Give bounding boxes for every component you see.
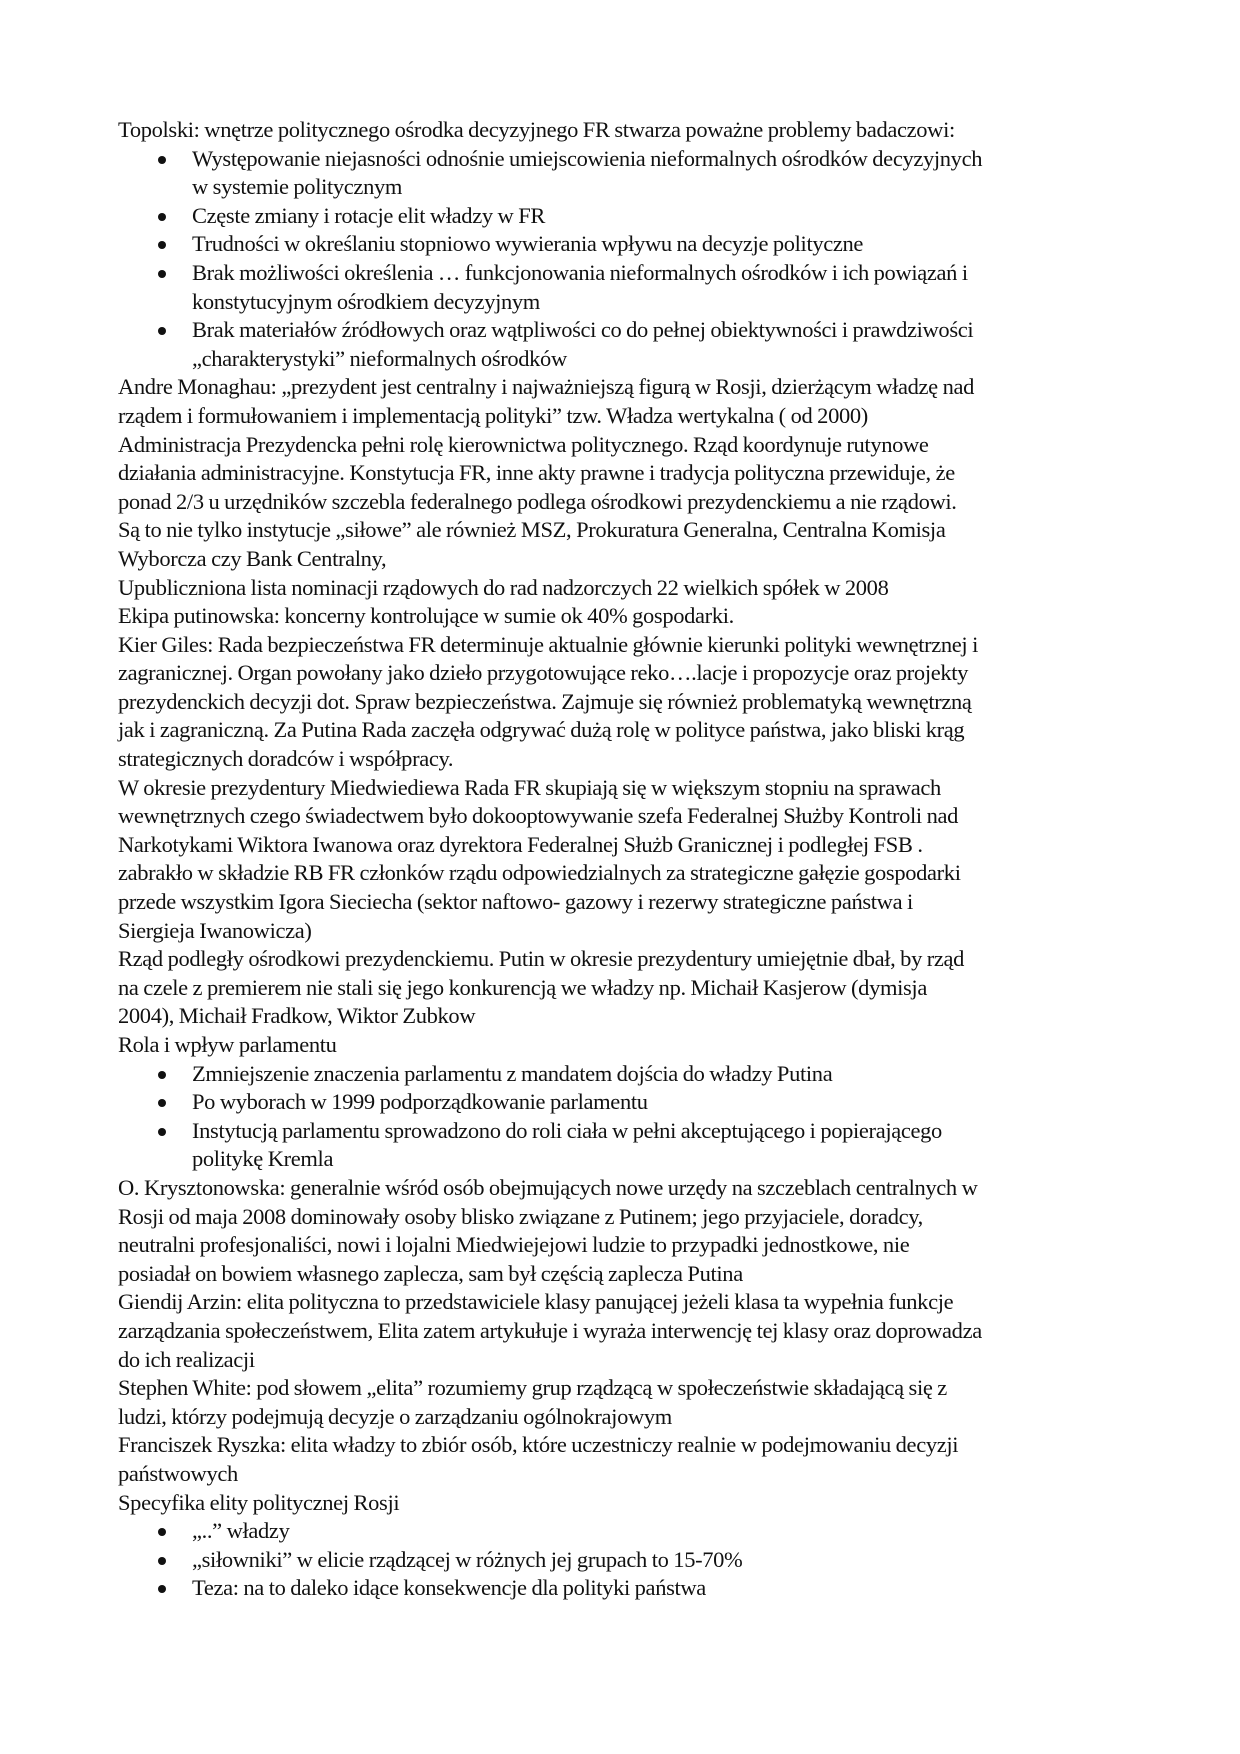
text-line: Trudności w określaniu stopniowo wywierania wpływu na decyzje polityczne <box>192 231 864 257</box>
text-line: politykę Kremla <box>192 1146 334 1172</box>
paragraph <box>118 631 1128 774</box>
text-line: Są to nie tylko instytucje „siłowe” ale również MSZ, Prokuratura Generalna, Centralna Komisja <box>118 517 946 543</box>
text-line: w systemie politycznym <box>192 174 403 200</box>
paragraph <box>118 1374 1128 1431</box>
text-line: Andre Monaghau: „prezydent jest centralny i najważniejszą figurą w Rosji, dzierżącym władzę nad <box>118 374 975 400</box>
text-line: neutralni profesjonaliści, nowi i lojalni Miedwiejejowi ludzie to przypadki jednostkowe, nie <box>118 1232 910 1258</box>
text-line: Topolski: wnętrze politycznego ośrodka decyzyjnego FR stwarza poważne problemy badaczowi: <box>118 117 955 142</box>
text-line: Ekipa putinowska: koncerny kontrolujące w sumie ok 40% gospodarki. <box>118 603 734 629</box>
text-line: ponad 2/3 u urzędników szczebla federalnego podlega ośrodkowi prezydenckiemu a nie rządowi. <box>118 488 957 514</box>
bullet-icon <box>158 213 166 221</box>
text-line: Administracja Prezydencka pełni rolę kierownictwa politycznego. Rząd koordynuje rutynowe <box>118 431 929 457</box>
bullet-icon <box>158 270 166 278</box>
text-line: Brak możliwości określenia … funkcjonowania nieformalnych ośrodków i ich powiązań i <box>192 259 968 285</box>
paragraph <box>118 945 1128 1031</box>
text-line: O. Krysztonowska: generalnie wśród osób obejmujących nowe urzędy na szczeblach centralnych w <box>118 1174 978 1200</box>
paragraph <box>118 1174 1128 1288</box>
bullet-item <box>118 259 1128 316</box>
text-line: Stephen White: pod słowem „elita” rozumiemy grup rządzącą w społeczeństwie składającą się z <box>118 1375 947 1401</box>
text-line: ludzi, którzy podejmują decyzje o zarządzaniu ogólnokrajowym <box>118 1403 672 1429</box>
text-line: zabrakło w składzie RB FR członków rządu odpowiedzialnych za strategiczne gałęzie gospodarki <box>118 860 961 886</box>
text-line: prezydenckich decyzji dot. Spraw bezpieczeństwa. Zajmuje się również problematyką wewnętrzną <box>118 688 972 714</box>
paragraph <box>118 602 1128 631</box>
text-line: Rola i wpływ parlamentu <box>118 1032 337 1057</box>
bullet-icon <box>158 1071 166 1079</box>
text-line: działania administracyjne. Konstytucja FR, inne akty prawne i tradycja polityczna przewiduje, że <box>118 460 955 486</box>
bullet-item <box>118 230 1128 259</box>
document-page <box>118 116 1128 1603</box>
text-line: Giendij Arzin: elita polityczna to przedstawiciele klasy panującej jeżeli klasa ta wypełnia funkcje <box>118 1289 954 1315</box>
bullet-icon <box>158 156 166 164</box>
text-line: do ich realizacji <box>118 1346 255 1372</box>
text-line: Franciszek Ryszka: elita władzy to zbiór osób, które uczestniczy realnie w podejmowaniu decyzji <box>118 1432 959 1458</box>
text-line: „charakterystyki” nieformalnych ośrodków <box>192 345 567 371</box>
paragraph <box>118 431 1128 574</box>
bullet-icon <box>158 1585 166 1593</box>
paragraph <box>118 116 1128 145</box>
text-line: Specyfika elity politycznej Rosji <box>118 1489 400 1515</box>
bullet-item <box>118 202 1128 231</box>
text-line: „..” władzy <box>192 1518 290 1544</box>
text-line: Upubliczniona lista nominacji rządowych do rad nadzorczych 22 wielkich spółek w 2008 <box>118 574 889 600</box>
text-line: wewnętrznych czego świadectwem było dokooptowywanie szefa Federalnej Służby Kontroli nad <box>118 803 959 829</box>
text-line: Częste zmiany i rotacje elit władzy w FR <box>192 202 546 228</box>
text-line: jak i zagraniczną. Za Putina Rada zaczęła odgrywać dużą rolę w polityce państwa, jako bliski krąg <box>118 717 965 743</box>
bullet-icon <box>158 241 166 249</box>
paragraph <box>118 1288 1128 1374</box>
paragraph <box>118 574 1128 603</box>
text-line: Po wyborach w 1999 podporządkowanie parlamentu <box>192 1089 648 1115</box>
text-line: rządem i formułowaniem i implementacją polityki” tzw. Władza wertykalna ( od 2000) <box>118 402 868 428</box>
text-line: Rosji od maja 2008 dominowały osoby blisko związane z Putinem; jego przyjaciele, doradcy, <box>118 1203 923 1229</box>
text-line: posiadał on bowiem własnego zaplecza, sam był częścią zaplecza Putina <box>118 1260 743 1286</box>
text-line: Instytucją parlamentu sprowadzono do roli ciała w pełni akceptującego i popierającego <box>192 1117 942 1143</box>
bullet-item <box>118 1546 1128 1575</box>
bullet-icon <box>158 1128 166 1136</box>
text-line: Rząd podległy ośrodkowi prezydenckiemu. Putin w okresie prezydentury umiejętnie dbał, by rząd <box>118 946 965 972</box>
text-line: W okresie prezydentury Miedwiediewa Rada FR skupiają się w większym stopniu na sprawach <box>118 774 941 800</box>
bullet-item <box>118 1517 1128 1546</box>
text-line: Siergieja Iwanowicza) <box>118 917 312 943</box>
paragraph <box>118 373 1128 430</box>
paragraph <box>118 774 1128 946</box>
paragraph <box>118 1431 1128 1488</box>
text-line: Brak materiałów źródłowych oraz wątpliwości co do pełnej obiektywności i prawdziwości <box>192 317 974 343</box>
bullet-icon <box>158 1528 166 1536</box>
bullet-item <box>118 145 1128 202</box>
text-line: strategicznych doradców i współpracy. <box>118 746 454 772</box>
text-line: Wyborcza czy Bank Centralny, <box>118 545 387 571</box>
text-line: Występowanie niejasności odnośnie umiejscowienia nieformalnych ośrodków decyzyjnych <box>192 145 983 171</box>
bullet-item <box>118 1117 1128 1174</box>
bullet-item <box>118 1574 1128 1603</box>
bullet-icon <box>158 327 166 335</box>
bullet-item <box>118 1060 1128 1089</box>
bullet-item <box>118 1088 1128 1117</box>
paragraph <box>118 1031 1128 1060</box>
text-line: przede wszystkim Igora Sieciecha (sektor naftowo- gazowy i rezerwy strategiczne państwa i <box>118 889 913 915</box>
text-line: na czele z premierem nie stali się jego konkurencją we władzy np. Michaił Kasjerow (dymisja <box>118 974 927 1000</box>
text-line: 2004), Michaił Fradkow, Wiktor Zubkow <box>118 1003 476 1029</box>
bullet-icon <box>158 1557 166 1565</box>
bullet-icon <box>158 1099 166 1107</box>
text-line: Teza: na to daleko idące konsekwencje dla polityki państwa <box>192 1575 706 1601</box>
text-line: konstytucyjnym ośrodkiem decyzyjnym <box>192 288 540 314</box>
text-line: Zmniejszenie znaczenia parlamentu z mandatem dojścia do władzy Putina <box>192 1060 833 1086</box>
text-line: zagranicznej. Organ powołany jako dzieło przygotowujące reko….lacje i propozycje oraz projekty <box>118 660 969 686</box>
text-line: zarządzania społeczeństwem, Elita zatem artykułuje i wyraża interwencję tej klasy oraz doprowadza <box>118 1317 982 1343</box>
bullet-item <box>118 316 1128 373</box>
paragraph <box>118 1489 1128 1518</box>
text-line: państwowych <box>118 1460 238 1486</box>
text-line: Narkotykami Wiktora Iwanowa oraz dyrektora Federalnej Służb Granicznej i podległej FSB . <box>118 831 923 857</box>
text-line: Kier Giles: Rada bezpieczeństwa FR determinuje aktualnie głównie kierunki polityki wewnętrznej i <box>118 631 978 657</box>
text-line: „siłowniki” w elicie rządzącej w różnych jej grupach to 15-70% <box>192 1546 743 1572</box>
